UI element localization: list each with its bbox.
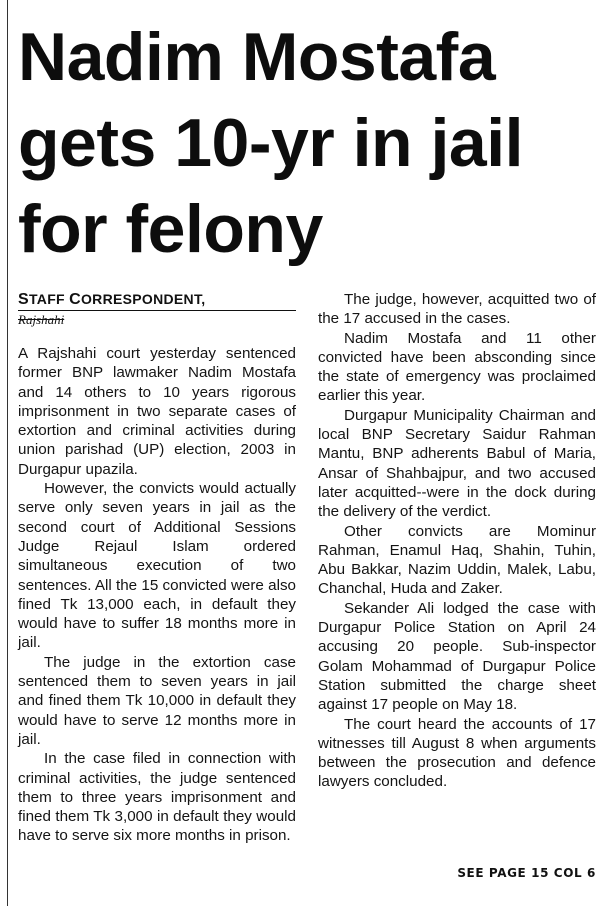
byline-rule: [18, 310, 296, 311]
byline-initial-2: C: [69, 291, 81, 308]
byline-place: Rajshahi: [18, 313, 67, 327]
byline: [18, 291, 298, 329]
jump-line[interactable]: SEE PAGE 15 COL 6: [457, 866, 596, 880]
byline-rest-2: ORRESPONDENT,: [80, 291, 206, 307]
paragraph: A Rajshahi court yesterday sentenced former BNP lawmaker Nadim Mostafa and 14 others to 10 years rigorous imprisonment in two separate cases of extortion and criminal activities during union parishad (UP) election, 2003 in Durgapur upazila.: [18, 345, 296, 478]
paragraph: The court heard the accounts of 17 witnesses till August 8 when arguments between the prosecution and defence lawyers concluded.: [318, 715, 596, 791]
byline-initial-1: S: [18, 291, 29, 308]
column-divider: [7, 0, 8, 906]
article-column-right: [318, 290, 596, 792]
byline-name: [18, 291, 298, 308]
paragraph: Sekander Ali lodged the case with Durgapur Police Station on April 24 accusing 20 people. Sub-inspector Golam Mohammad of Durgapur Police Station submitted the charge sheet against 17 people on May 18.: [318, 599, 596, 714]
paragraph: Durgapur Municipality Chairman and local BNP Secretary Saidur Rahman Mantu, BNP adherents Babul of Maria, Ansar of Shahbajpur, and two accused later acquitted--were in the dock during the delivery of the verdict.: [318, 406, 596, 521]
paragraph: However, the convicts would actually serve only seven years in jail as the second court of Additional Sessions Judge Rejaul Islam ordered simultaneous execution of two sentences. All the 15 convicted were also fined Tk 13,000 each, in default they would have to suffer 18 months more in jail.: [18, 480, 296, 652]
paragraph: In the case filed in connection with criminal activities, the judge sentenced them to three years imprisonment and fined them Tk 3,000 in default they would have to serve six more months in prison.: [18, 750, 296, 845]
paragraph: Nadim Mostafa and 11 other convicted have been absconding since the state of emergency was proclaimed earlier this year.: [318, 329, 596, 405]
paragraph: Other convicts are Mominur Rahman, Enamul Haq, Shahin, Tuhin, Abu Bakkar, Nazim Uddin, Malek, Labu, Chanchal, Huda and Zaker.: [318, 522, 596, 598]
paragraph: The judge in the extortion case sentenced them to seven years in jail and fined them Tk 10,000 in default they would have to serve 12 months more in jail.: [18, 653, 296, 748]
headline-line-3: for felony: [18, 191, 323, 267]
article-column-left: [18, 344, 296, 846]
byline-rest-1: TAFF: [28, 291, 70, 307]
headline-line-2: gets 10-yr in jail: [18, 105, 523, 181]
paragraph: The judge, however, acquitted two of the 17 accused in the cases.: [318, 291, 596, 328]
headline: [18, 14, 603, 272]
headline-line-1: Nadim Mostafa: [18, 19, 496, 95]
